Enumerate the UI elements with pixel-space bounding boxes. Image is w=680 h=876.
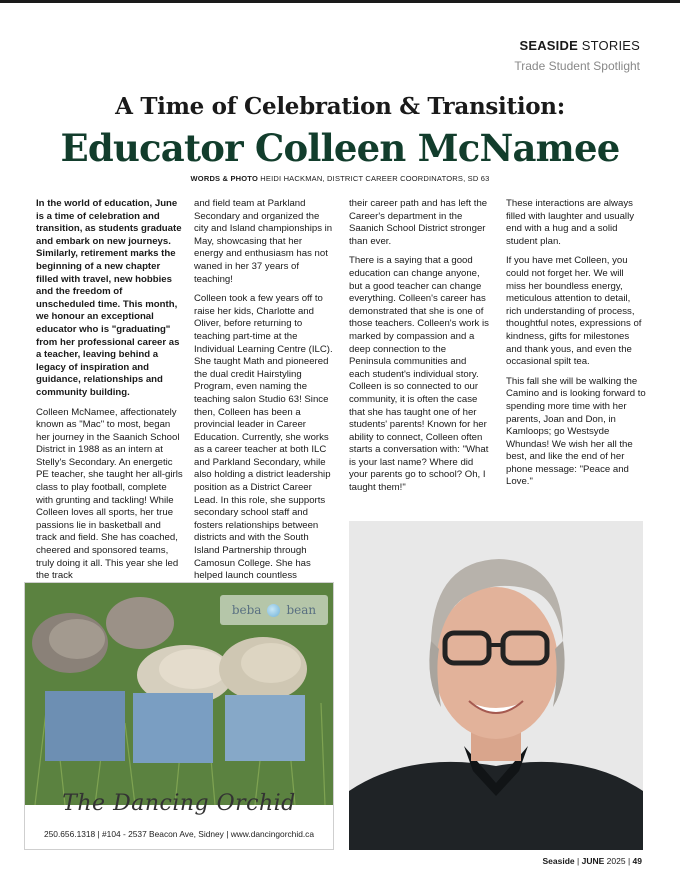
beba-bean-logo [220, 595, 328, 625]
headline [0, 93, 680, 170]
article-paragraph: Colleen McNamee, affectionately known as "Mac" to most, began her journey in the Saanich School District in 1988 as an intern at Stelly's Secondary. An energetic PE teacher, she taught her all-girls class to play football, complete with grunting and tackling! While Colleen loves all sports, her true passions lie in basketball and track and field. She has coached, cheered and sponsored teams, truly doing it all. This year she led the track [36, 406, 183, 582]
article-paragraph: and field team at Parkland Secondary and organized the city and Island championships in May, showcasing that her energy and enthusiasm has not waned in her 37 years of teaching! [194, 198, 333, 285]
top-rule [0, 0, 680, 3]
footer-year: 2025 [606, 856, 626, 866]
footer-brand: Seaside [542, 856, 575, 866]
article-column-2 [194, 198, 334, 602]
footer-sep-1: | [577, 856, 582, 866]
headline-line2: Educator Colleen McNamee [60, 126, 620, 170]
ad-contact-line[interactable]: 250.656.1318 | #104 - 2537 Beacon Ave, Sidney | www.dancingorchid.ca [43, 829, 315, 839]
article-paragraph: This fall she will be walking the Camino and is looking forward to spending more time with her parents, Joan and Don, in Kamloops; go Westsyde Whundas! We wish her all the best, and like the end of her phone message: "Peace and Love." [506, 375, 646, 488]
logo-text-right: bean [286, 603, 317, 617]
section-subtitle: Trade Student Spotlight [514, 59, 640, 73]
article-column-1 [36, 198, 184, 590]
footer-page-number: 49 [632, 856, 642, 866]
article-paragraph: their career path and has left the Career's department in the Saanich School District stronger than ever. [349, 198, 488, 247]
footer-issue: JUNE [581, 856, 605, 866]
article-column-3 [349, 198, 489, 502]
advertisement[interactable] [24, 582, 334, 850]
headline-line1: A Time of Celebration & Transition: [115, 93, 565, 120]
article-paragraph: If you have met Colleen, you could not forget her. We will miss her boundless energy, meticulous attention to detail, rich understanding of process, thoughtful notes, expressions of kindness, gifts for milestones and thank yous, and even the occasional spilt tea. [506, 255, 642, 368]
page-footer [543, 856, 643, 866]
section-tag [514, 38, 640, 73]
footer-sep-2: | [627, 856, 633, 866]
portrait-illustration [349, 521, 643, 850]
section-brand-bold: SEASIDE [519, 38, 578, 53]
article-paragraph: There is a saying that a good education can change anyone, but a good teacher can change everything. Colleen's career has demonstrated that she is one of those teachers. Colleen's work is marked by compassion and a deep connection to the Peninsula communities and each student's individual story. Colleen is so connected to our community, it is often the case that she has taught one of her students' parents! Known for her ability to connect, Colleen often starts a conversation with: "What is your last name? Where did your parents go to school? Oh, I taught them!" [349, 255, 489, 494]
logo-dot-icon [267, 604, 280, 617]
logo-text-left: beba [231, 603, 262, 617]
ad-business-name: The Dancing Orchid [62, 791, 296, 816]
article-lead-paragraph: In the world of education, June is a time of celebration and transition, as students graduate and embark on new journeys. Similarly, retirement marks the beginning of a new chapter filled with travel, new hobbies and the freedom of unscheduled time. This month, we honour an exceptional educator who is "graduating" from her professional career as a teacher, leaving behind a legacy of inspiration and guidance, relationships and community building. [36, 198, 182, 398]
article-paragraph: Colleen took a few years off to raise her kids, Charlotte and Oliver, before returning to teaching part-time at the Individual Learning Centre (ILC). She taught Math and pioneered the dual credit Hairstyling Program, even naming the teaching salon Studio 63! Since then, Colleen has been a provincial leader in Career Education. Currently, she works as a career teacher at both ILC and Parkland Secondary, while also holding a district leadership position as a District Career Lead. In this role, she supports secondary school staff and fosters relationships between districts and with the South Island Partnership through Camosun College. She has helped launch countless [194, 293, 333, 582]
byline-label: WORDS & PHOTO [190, 174, 258, 183]
article-paragraph: These interactions are always filled with laughter and usually end with a hug and a solid student plan. [506, 198, 634, 247]
section-brand-light: STORIES [581, 38, 640, 53]
byline [0, 174, 680, 183]
byline-credit: HEIDI HACKMAN, DISTRICT CAREER COORDINATORS, SD 63 [260, 174, 490, 183]
section-brand [514, 38, 640, 53]
portrait-photo [349, 521, 643, 850]
article-column-4 [506, 198, 646, 496]
ad-photo-baby-booties [25, 583, 333, 805]
